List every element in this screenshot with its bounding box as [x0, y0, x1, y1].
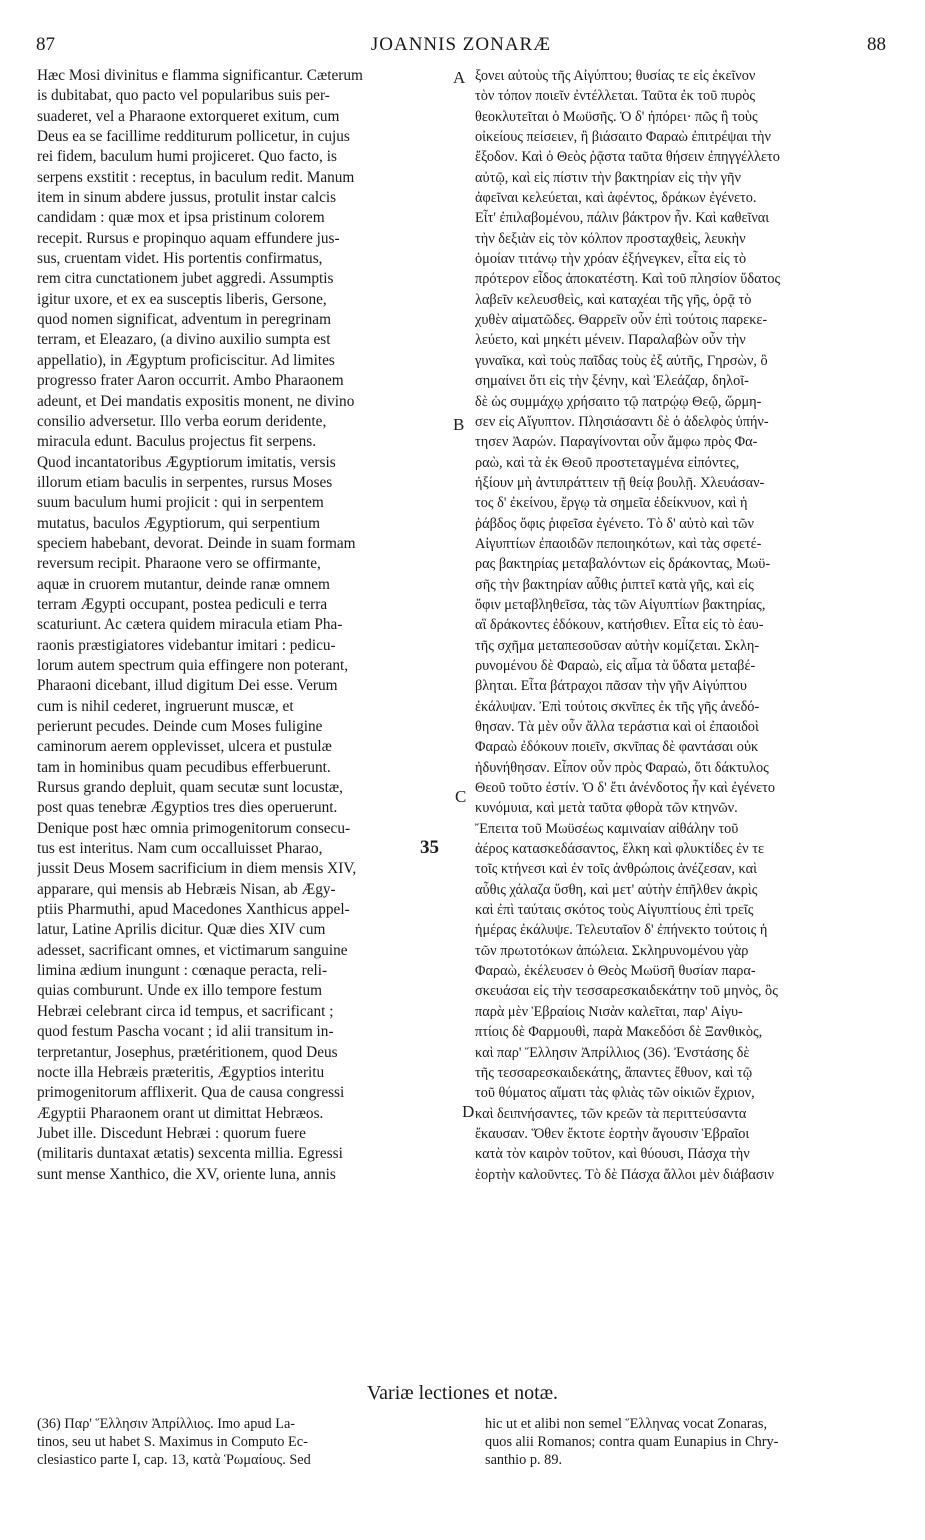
greek-text-line: λαβεῖν κελευσθεὶς, καὶ καταχέαι τῆς γῆς, ὁρᾷ τὸ [475, 291, 752, 308]
latin-text-line: mutatus, baculos Ægyptiorum, qui serpentium [37, 514, 320, 532]
note-line: santhio p. 89. [485, 1452, 563, 1468]
latin-text-line: terpretantur, Josephus, prætéritionem, quod Deus [37, 1043, 338, 1061]
latin-text-line: apparare, qui mensis ab Hebræis Nisan, ab Ægy- [37, 880, 336, 898]
latin-text-line: Denique post hæc omnia primogenitorum consecu- [37, 819, 351, 837]
latin-text-line: Hebræi celebrant circa id tempus, et sacrificant ; [37, 1002, 334, 1020]
greek-text-line: καὶ δειπνήσαντες, τῶν κρεῶν τὰ περιττεύσαντα [475, 1105, 747, 1122]
latin-text-line: lorum autem spectrum quia effingere non poterant, [37, 656, 349, 674]
greek-text-line: τῆς τεσσαρεσκαιδεκάτης, ἅπαντες ἔθυον, καὶ τῷ [475, 1064, 753, 1081]
section-marker-b: B [453, 415, 465, 434]
latin-text-line: adesset, sacrificant omnes, et victimarum sanguine [37, 941, 348, 959]
greek-text-line: ἠδυνήθησαν. Εἶπον οὖν πρὸς Φαραὼ, ὅτι δάκτυλος [475, 759, 769, 776]
greek-text-line: ἑορτὴν καλοῦντες. Τὸ δὲ Πάσχα ἄλλοι μὲν διάβασιν [475, 1166, 774, 1183]
greek-text-line: ρυνομένου δὲ Φαραὼ, εἰς αἷμα τὰ ὕδατα μεταβέ- [475, 657, 756, 674]
note-line: quos alii Romanos; contra quam Eunapius in Chry- [485, 1434, 779, 1450]
greek-text-line: χυθὲν αἱματῶδες. Θαρρεῖν οὖν ἐπὶ τούτοις παρεκε- [475, 312, 768, 329]
latin-text-line: quod nomen significat, adventum in peregrinam [37, 311, 331, 329]
latin-text-line: primogenitorum afflixerit. Qua de causa congressi [37, 1084, 345, 1102]
latin-text-line: illorum etiam baculis in serpentes, rursus Moses [37, 473, 333, 491]
latin-text-line: Pharaoni dicebant, illud digitum Dei esse. Verum [37, 677, 338, 695]
page-header [36, 34, 886, 58]
latin-text-line: recepit. Rursus e propinquo aquam effundere jus- [37, 229, 340, 247]
latin-text-line: Deus ea se facillime redditurum pollicetur, in cujus [37, 128, 350, 146]
latin-text-line: Rursus grando depluit, quam secutæ sunt locustæ, [37, 779, 343, 797]
column-number-marker: 35 [420, 837, 439, 858]
greek-text-line: γυναῖκα, καὶ τοὺς παῖδας τοὺς ἐξ αὐτῆς, Γηρσὼν, ὃ [475, 352, 768, 369]
latin-text-line: suaderet, vel a Pharaone extorqueret exitum, cum [37, 107, 340, 125]
greek-text-column [475, 66, 885, 1185]
greek-text-line: ὁμοίαν τιτάνῳ τὴν χρόαν ἐξήνεγκεν, εἶτα εἰς τὸ [475, 251, 747, 268]
greek-text-line: τοῦ θύματος αἵματι τὰς φλιὰς τῶν οἰκιῶν ἔχριον, [475, 1085, 755, 1102]
greek-text-line: Αἰγυπτίων ἐπαοιδῶν πεποιηκότων, καὶ τὰς σφετέ- [475, 535, 762, 552]
greek-text-line: Φαραὼ ἐδόκουν ποιεῖν, σκνῖπας δὲ φαντάσαι οὐκ [475, 739, 759, 756]
greek-text-line: αὖθις χάλαζα ὕσθη, καὶ μετ' αὐτὴν ἐπῆλθεν ἀκρὶς [475, 881, 758, 898]
latin-text-line: terram, et Eleazaro, (a divino auxilio sumpta est [37, 331, 331, 349]
latin-text-line: Jubet ille. Discedunt Hebræi : quorum fuere [37, 1124, 306, 1142]
footnote-left-column [37, 1415, 449, 1469]
latin-text-column [37, 66, 449, 1185]
greek-text-line: τὴν δεξιὰν εἰς τὸν κόλπον προσταχθεὶς, λευκὴν [475, 230, 746, 247]
greek-text-line: ἀφεῖναι κελεύεται, καὶ ἀφέντος, δράκων ἐγένετο. [475, 190, 757, 207]
latin-text-line: item in sinum abdere jussus, protulit instar calcis [37, 189, 337, 207]
latin-text-line: post quas tenebræ Ægyptios tres dies operuerunt. [37, 799, 338, 817]
greek-text-line: κυνόμυια, καὶ μετὰ ταῦτα φθορὰ τῶν κτηνῶν. [475, 800, 738, 817]
latin-text-line: scaturiunt. Ac cætera quidem miracula etiam Pha- [37, 616, 343, 634]
greek-text-line: θεοκλυτεῖται ὁ Μωϋσῆς. Ὁ δ' ἠπόρει· πῶς ἢ τοὺς [475, 108, 758, 125]
greek-text-line: πρότερον εἶδος ἀποκατέστη. Καὶ τοῦ πλησίον ὕδατος [475, 271, 781, 288]
section-marker-a: A [453, 68, 466, 87]
latin-text-line: aquæ in cruorem mutantur, deinde ranæ omnem [37, 575, 330, 593]
latin-text-line: ptiis Pharmuthi, apud Macedones Xanthicus appel- [37, 901, 350, 919]
latin-text-line: limina ædium inungunt : cœnaque peracta, reli- [37, 962, 328, 980]
greek-text-line: ρας βακτηρίας μεταβαλόντων εἰς δράκοντας, Μωϋ- [475, 556, 771, 573]
latin-text-line: perierunt pecudes. Deinde cum Moses fuligine [37, 718, 323, 735]
latin-text-line: raonis præstigiatores videbantur imitari : pedicu- [37, 636, 336, 654]
greek-text-line: σκευάσαι εἰς τὴν τεσσαρεσκαιδεκάτην τοῦ μηνὸς, ὃς [475, 983, 778, 1000]
note-line: hic ut et alibi non semel Ἕλληνας vocat Zonaras, [485, 1416, 768, 1432]
greek-text-line: βληται. Εἶτα βάτραχοι πᾶσαν τὴν γῆν Αἰγύπτου [475, 678, 747, 695]
greek-text-line: ἔκαυσαν. Ὅθεν ἔκτοτε ἑορτὴν ἄγουσιν Ἑβραῖοι [475, 1125, 750, 1142]
greek-text-line: σεν εἰς Αἴγυπτον. Πλησιάσαντι δὲ ὁ ἀδελφὸς ὑπήν- [475, 413, 769, 430]
greek-text-line: Εἶτ' ἐπιλαβομένου, πάλιν βάκτρον ἦν. Καὶ καθεῖναι [475, 210, 770, 227]
greek-text-line: πτίοις δὲ Φαρμουθὶ, παρὰ Μακεδόσι δὲ Ξανθικὸς, [475, 1024, 763, 1041]
latin-text-line: rem citra cunctationem jubet aggredi. Assumptis [37, 270, 334, 288]
greek-text-line: οἰκείους πείσειεν, ἢ βιάσαιτο Φαραὼ ἐπιτρέψαι τὴν [475, 129, 771, 146]
greek-text-line: ἔξοδον. Καὶ ὁ Θεὸς ῥᾷστα ταῦτα θήσειν ἐπηγγέλλετο [475, 149, 780, 166]
greek-text-line: καὶ παρ' Ἕλλησιν Ἀπρίλλιος (36). Ἐνστάσης δὲ [475, 1044, 750, 1061]
latin-text-line: suum baculum humi projicit : qui in serpentem [37, 494, 324, 512]
greek-text-line: τὸν τόπον ποιεῖν ἐντέλλεται. Ταῦτα ἐκ τοῦ πυρὸς [475, 88, 756, 105]
latin-text-line: jussit Deus Mosem sacrificium in diem mensis XIV, [37, 860, 357, 878]
greek-text-line: δὲ ὡς συμμάχῳ χρήσαιτο τῷ πατρῴῳ Θεῷ, ὥρμη- [475, 393, 762, 410]
greek-text-line: ξονει αὐτοὺς τῆς Αἰγύπτου; θυσίας τε εἰς ἐκεῖνον [475, 68, 756, 84]
greek-text-line: ραὼ, καὶ τὰ ἐκ Θεοῦ προστεταγμένα εἰπόντες, [475, 454, 740, 471]
greek-text-line: αὐτῷ, καὶ εἰς πίστιν τὴν βακτηρίαν εἰς τὴν γῆν [475, 169, 741, 186]
greek-text-line: ἐκάλυψαν. Ἐπὶ τούτοις σκνῖπες ἐκ τῆς γῆς ἀνεδό- [475, 698, 760, 715]
latin-text-line: caminorum aerem opplevisset, ulcera et pustulæ [37, 738, 332, 756]
latin-text-line: reversum recipit. Pharaone vero se offirmante, [37, 555, 321, 573]
latin-text-line: igitur uxore, et ex ea susceptis liberis, Gersone, [37, 290, 327, 308]
greek-text-line: Θεοῦ τοῦτο ἐστίν. Ὁ δ' ἔτι ἀνένδοτος ἦν καὶ ἐγένετο [475, 780, 776, 797]
greek-text-line: θησαν. Τὰ μὲν οὖν ἄλλα τεράστια καὶ οἱ ἐπαοιδοὶ [475, 719, 759, 735]
latin-text-line: latur, Latine Aprilis dicitur. Quæ dies XIV cum [37, 921, 326, 939]
page-number-left: 87 [36, 34, 55, 55]
greek-text-line: Φαραὼ, ἐκέλευσεν ὁ Θεὸς Μωϋσῆ θυσίαν παρα- [475, 963, 756, 980]
greek-text-line: καὶ ἐπὶ ταύταις σκότος τοὺς Αἰγυπτίους ἐπὶ τρεῖς [475, 902, 754, 919]
latin-text-line: tus est interitus. Nam cum occalluisset Pharao, [37, 840, 323, 858]
latin-text-line: speciem habebant, devorat. Deinde in suam formam [37, 534, 356, 552]
latin-text-line: nocte illa Hebræis præteritis, Ægyptios interitu [37, 1063, 325, 1081]
section-marker-d: D [462, 1102, 475, 1121]
latin-text-line: quod festum Pascha vocant ; id alii transitum in- [37, 1023, 334, 1041]
greek-text-line: ἠξίουν μὴ ἀντιπράττειν τῇ θείᾳ βουλῇ. Χλευάσαν- [475, 474, 765, 491]
greek-text-line: τῆς σχῆμα μεταπεσοῦσαν αὐτὴν κομίζεται. Σκλη- [475, 637, 760, 654]
greek-text-line: αἳ δράκοντες ἐδόκουν, κατήσθιεν. Εἶτα εἰς τὸ ἑαυ- [475, 617, 764, 634]
page-number-right: 88 [867, 34, 886, 55]
latin-text-line: Quod incantatoribus Ægyptiorum imitatis, versis [37, 453, 336, 471]
latin-text-line: (militaris duntaxat ætatis) sexcenta millia. Egressi [37, 1145, 343, 1163]
greek-text-line: ὄφιν μεταβληθεῖσα, τὰς τῶν Αἰγυπτίων βακτηρίας, [475, 596, 766, 613]
latin-text-line: sunt mense Xanthico, die XV, oriente luna, annis [37, 1165, 336, 1183]
footnote-right-column [485, 1415, 890, 1469]
latin-text-line: Hæc Mosi divinitus e flamma significantur. Cæterum [37, 67, 363, 84]
greek-text-line: παρὰ μὲν Ἑβραίοις Νισὰν καλεῖται, παρ' Αἰγυ- [475, 1003, 743, 1020]
latin-text-line: serpens exstitit : receptus, in baculum redit. Manum [37, 168, 355, 186]
latin-text-line: rei fidem, baculum humi projiceret. Quo facto, is [37, 148, 337, 166]
greek-text-line: Ἔπειτα τοῦ Μωϋσέως καμιναίαν αἰθάλην τοῦ [475, 820, 739, 837]
greek-text-line: τοῖς κτήνεσι καὶ ἐν τοῖς ἀνθρώποις ἀνέζεσαν, καὶ [475, 861, 757, 878]
latin-text-line: progresso frater Aaron occurrit. Ambo Pharaonem [37, 372, 344, 390]
latin-text-line: appellatio), in Ægyptum proficiscitur. Ad limites [37, 351, 335, 369]
greek-text-line: τῶν πρωτοτόκων ἀπώλεια. Σκληρυνομένου γὰρ [475, 942, 749, 959]
latin-text-line: adeunt, et Dei mandatis expositis monent, ne divino [37, 392, 355, 410]
greek-text-line: σημαίνει ὅτι εἰς τὴν ξένην, καὶ Ἐλεάζαρ, δηλοῖ- [475, 373, 749, 390]
note-line: tinos, seu ut habet S. Maximus in Computo Ec- [37, 1434, 308, 1450]
latin-text-line: miracula edunt. Baculus projectus fit serpens. [37, 433, 317, 451]
latin-text-line: cum is nihil cederet, ingruerunt muscæ, et [37, 697, 294, 715]
running-title: JOANNIS ZONARÆ [370, 34, 552, 55]
notes-heading: Variæ lectiones et notæ. [366, 1382, 559, 1404]
note-line: (36) Παρ' Ἕλλησιν Ἀπρίλλιος. Imo apud La- [37, 1416, 296, 1432]
latin-text-line: quias comburunt. Unde ex illo tempore festum [37, 982, 323, 1000]
greek-text-line: τησεν Ἀαρών. Παραγίνονται οὖν ἄμφω πρὸς Φα- [475, 434, 758, 451]
greek-text-line: ἀέρος κατασκεδάσαντος, ἕλκη καὶ φλυκτίδες ἐν τε [475, 841, 764, 858]
greek-text-line: κατὰ τὸν καιρὸν τοῦτον, καὶ θύουσι, Πάσχα τὴν [475, 1146, 750, 1163]
greek-text-line: ἡμέρας ἐκάλυψε. Τελευταῖον δ' ἐπήνεκτο τούτοις ἡ [475, 922, 768, 939]
latin-text-line: sus, cruentam videt. His portentis confirmatus, [37, 250, 323, 268]
latin-text-line: tam in hominibus quam pecudibus efferbuerunt. [37, 758, 331, 776]
note-line: clesiastico parte I, cap. 13, κατὰ Ῥωμαίους. Sed [37, 1452, 311, 1468]
greek-text-line: σῆς τὴν βακτηρίαν αὖθις ῥιπτεῖ κατὰ γῆς, καὶ εἰς [475, 576, 754, 593]
latin-text-line: Ægyptii Pharaonem orant ut dimittat Hebræos. [37, 1104, 324, 1122]
latin-text-line: candidam : quæ mox et ipsa pristinum colorem [37, 209, 325, 227]
latin-text-line: consilio adversetur. Illo verba eorum deridente, [37, 412, 327, 430]
latin-text-line: terram Ægypti occupant, postea pediculi e terra [37, 595, 328, 613]
latin-text-line: is dubitabat, quo pacto vel popularibus suis per- [37, 87, 330, 105]
greek-text-line: λεύετο, καὶ μηκέτι μένειν. Παραλαβὼν οὖν τὴν [475, 332, 746, 349]
greek-text-line: τος δ' ἐκείνου, ἔργῳ τὰ σημεῖα ἐδείκνυον, καὶ ἡ [475, 495, 748, 512]
section-marker-c: C [455, 787, 467, 806]
greek-text-line: ῥάβδος ὄφις ῥιφεῖσα ἐγένετο. Τὸ δ' αὐτὸ καὶ τῶν [475, 515, 754, 532]
